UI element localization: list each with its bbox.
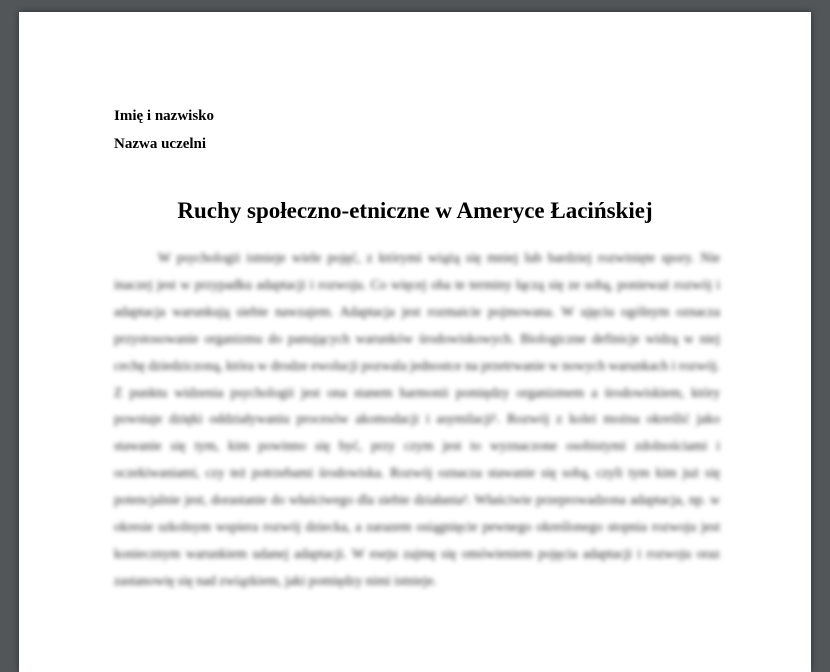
university-name-line: Nazwa uczelni xyxy=(114,136,207,152)
author-name-line: Imię i nazwisko xyxy=(114,108,215,124)
body-paragraph: W psychologii istnieje wiele pojęć, z którymi wiążą się mniej lub bardziej rozwinięte spory. Nie inaczej jest w przypadku adaptacji i rozwoju. Co więcej oba te terminy łączą się ze sobą, ponieważ rozwój i adaptacja warunkują siebie nawzajem. Adaptacja jest rozmaicie pojmowana. W ujęciu ogólnym oznacza przystosowanie organizmu do panujących warunków środowiskowych. Biologiczne definicje widzą w niej cechę dziedziczoną, która w drodze ewolucji pozwala jednostce na przetrwanie w nowych warunkach i rozwój. Z punktu widzenia psychologii jest ona stanem harmonii pomiędzy organizmem a środowiskiem, który powstaje dzięki oddziaływaniu procesów akomodacji i asymilacji¹. Rozwój z kolei można określić jako stawanie się tym, kim powinno się być, przy czym jest to wyznaczone osobistymi zdolnościami i oczekiwaniami, czy też potrzebami środowiska. Rozwój oznacza stawanie się sobą, czyli tym kim już się potencjalnie jest, dorastanie do właściwego dla siebie działania². Właściwie przeprowadzona adaptacja, np. w okresie szkolnym wspiera rozwój dziecka, a zarazem osiągnięcie pewnego określonego stopnia rozwoju jest koniecznym warunkiem udanej adaptacji. W eseju zajmę się omówieniem pojęcia adaptacji i rozwoju oraz zastanowię się nad związkiem, jaki pomiędzy nimi istnieje. xyxy=(114,250,720,588)
document-title: Ruchy społeczno-etniczne w Ameryce Łacińskiej xyxy=(177,198,653,223)
document-page[interactable] xyxy=(19,12,811,672)
